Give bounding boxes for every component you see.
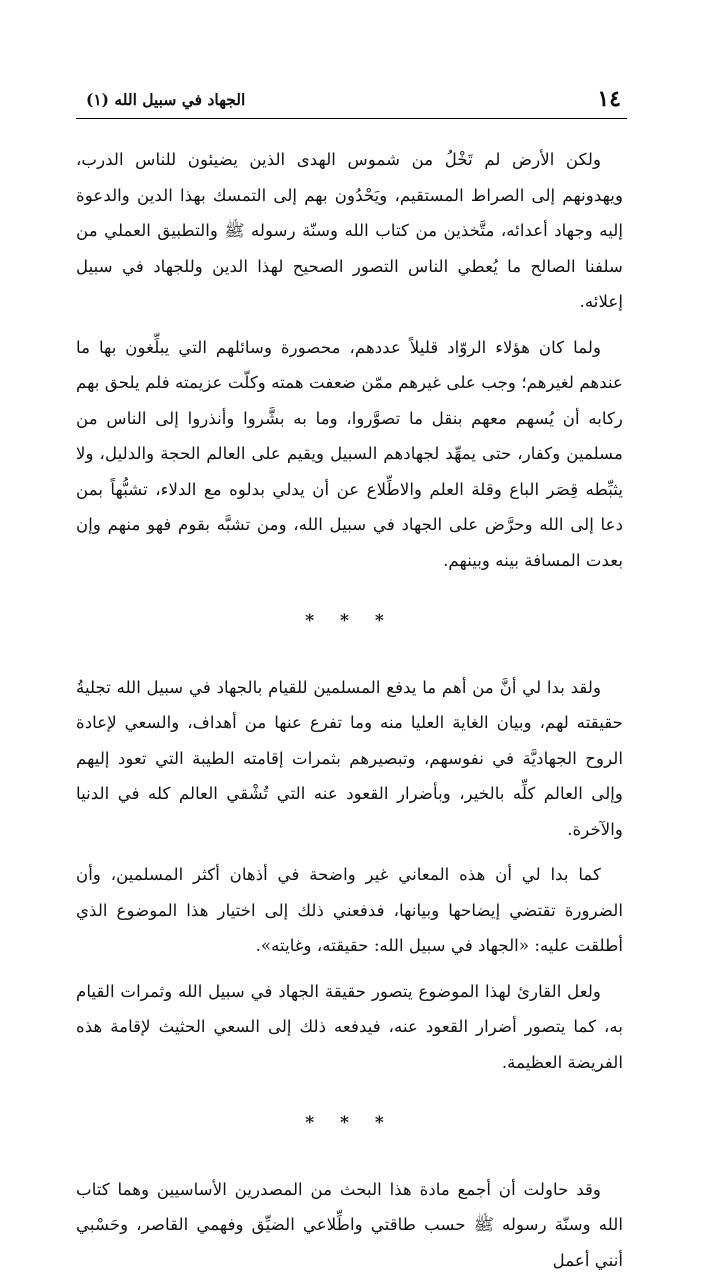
page-number: ١٤ bbox=[597, 86, 621, 112]
paragraph-4: كما بدا لي أن هذه المعاني غير واضحة في أذهان أكثر المسلمين، وأن الضرورة تقتضي إيضاحها وبيانها، فدفعني ذلك إلى اختيار هذا الموضوع الذي أطلقت عليه: «الجهاد في سبيل الله: حقيقته، وغايته». bbox=[76, 864, 623, 955]
paragraph-6: وقد حاولت أن أجمع مادة هذا البحث من المصدرين الأساسيين وهما كتاب الله وسنّة رسوله ﷺ حسب طاقتي واطِّلاعي الضيِّق وفهمي القاصر، وحَسْبي أنني أعمل bbox=[76, 1178, 623, 1270]
paragraph-2: ولما كان هؤلاء الروّاد قليلاً عددهم، محصورة وسائلهم التي يبلِّغون بها ما عندهم لغيرهم؛ وجب على غيرهم ممّن ضعفت همته وكلّت عزيمته فلم يلحق بهم ركابه أن يُسهم معهم بنقل ما تصوَّروا، وما به بشَّروا وأنذروا إلى الناس من مسلمين وكفار، حتى يمهِّد لجهادهم السبيل ويقيم على العالم الحجة والدليل، ولا يثبِّطه قِصَر الباع وقلة العلم والاطِّلاع عن أن يدلي بدلوه مع الدلاء، تشبُّهاً بمن دعا إلى الله وحرَّض على الجهاد في سبيل الله، ومن تشبَّه بقوم فهو منهم وإن بعدت المسافة بينه وبينهم. bbox=[76, 336, 623, 570]
paragraph-1: ولكن الأرض لم تَخْلُ من شموس الهدى الذين يضيئون للناس الدرب، ويهدونهم إلى الصراط المستقيم، ويَحْدُون بهم إلى التمسك بهذا الدين والدعوة إليه وجهاد أعدائه، متَّخذين من كتاب الله وسنّة رسوله ﷺ والتطبيق العملي من سلفنا الصالح ما يُعطي الناس التصور الصحيح لهذا الدين وللجهاد في سبيل إعلائه. bbox=[76, 149, 623, 311]
section-separator-2: * * * bbox=[305, 1113, 394, 1133]
section-separator-1: * * * bbox=[305, 611, 394, 631]
running-title: الجهاد في سبيل الله (١) bbox=[86, 90, 246, 109]
paragraph-3: ولقد بدا لي أنَّ من أهم ما يدفع المسلمين للقيام بالجهاد في سبيل الله تجليةُ حقيقته لهم، وبيان الغاية العليا منه وما تفرع عنها من أهداف، والسعي لإعادة الروح الجهاديَّة في نفوسهم، وتبصيرهم بثمرات إقامته الطيبة التي تعود إليهم وإلى العالم كلِّه بالخير، وبأضرار القعود عنه التي تُشْقي العالم كله في الدنيا والآخرة. bbox=[76, 676, 623, 839]
page-body bbox=[76, 142, 623, 1288]
paragraph-5: ولعل القارئ لهذا الموضوع يتصور حقيقة الجهاد في سبيل الله وثمرات القيام به، كما يتصور أضرار القعود عنه، فيدفعه ذلك إلى السعي الحثيث لإقامة هذه الفريضة العظيمة. bbox=[76, 980, 623, 1072]
page-header bbox=[76, 84, 627, 119]
